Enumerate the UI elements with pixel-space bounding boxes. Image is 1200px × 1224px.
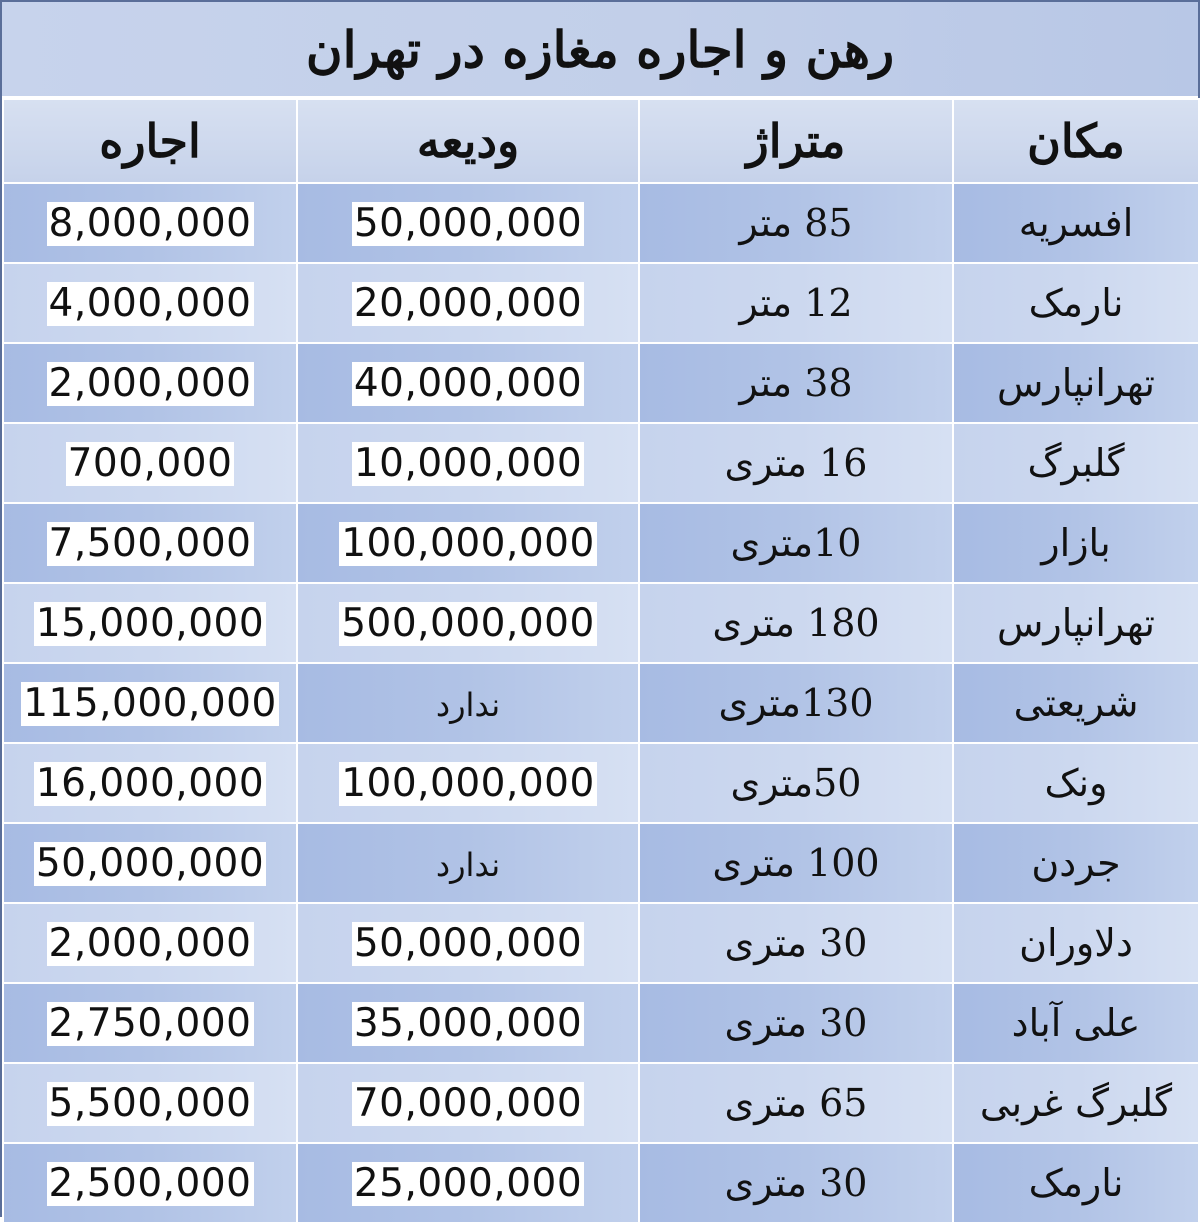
cell-rent (3, 1063, 297, 1143)
cell-area: 85 متر (639, 183, 953, 263)
cell-area: 130متری (639, 663, 953, 743)
cell-deposit (297, 423, 639, 503)
cell-rent (3, 183, 297, 263)
cell-rent (3, 583, 297, 663)
header-row (3, 99, 1199, 183)
rent-value: 5,500,000 (48, 1080, 252, 1126)
cell-place: تهرانپارس (953, 343, 1199, 423)
rent-value: 15,000,000 (35, 600, 265, 646)
table-row (3, 583, 1199, 663)
cell-deposit (297, 583, 639, 663)
deposit-value: 100,000,000 (341, 520, 595, 566)
rent-value: 700,000 (67, 440, 233, 486)
header-place: مکان (953, 99, 1199, 183)
table-row (3, 1143, 1199, 1223)
cell-rent (3, 423, 297, 503)
cell-area: 30 متری (639, 903, 953, 983)
table-row (3, 1063, 1199, 1143)
cell-deposit (297, 663, 639, 743)
table-row (3, 903, 1199, 983)
deposit-value: 25,000,000 (353, 1160, 583, 1206)
rent-value: 2,000,000 (48, 360, 252, 406)
table-row (3, 183, 1199, 263)
rent-value: 4,000,000 (48, 280, 252, 326)
cell-place: جردن (953, 823, 1199, 903)
cell-deposit (297, 823, 639, 903)
header-deposit: ودیعه (297, 99, 639, 183)
cell-place: شریعتی (953, 663, 1199, 743)
cell-rent (3, 343, 297, 423)
cell-place: بازار (953, 503, 1199, 583)
header-area: متراژ (639, 99, 953, 183)
cell-rent (3, 983, 297, 1063)
rent-value: 2,500,000 (48, 1160, 252, 1206)
cell-area: 38 متر (639, 343, 953, 423)
cell-place: گلبرگ غربی (953, 1063, 1199, 1143)
cell-rent (3, 1143, 297, 1223)
table-row (3, 423, 1199, 503)
cell-rent (3, 663, 297, 743)
table-row (3, 263, 1199, 343)
cell-rent (3, 503, 297, 583)
table-row (3, 823, 1199, 903)
deposit-value: ندارد (435, 686, 501, 724)
deposit-value: 35,000,000 (353, 1000, 583, 1046)
cell-place: گلبرگ (953, 423, 1199, 503)
cell-rent (3, 823, 297, 903)
table-row (3, 343, 1199, 423)
deposit-value: 40,000,000 (353, 360, 583, 406)
cell-deposit (297, 903, 639, 983)
cell-deposit (297, 983, 639, 1063)
rent-value: 2,000,000 (48, 920, 252, 966)
table-title: رهن و اجاره مغازه در تهران (2, 2, 1198, 98)
cell-rent (3, 743, 297, 823)
table-row (3, 983, 1199, 1063)
table-row (3, 503, 1199, 583)
cell-place: افسریه (953, 183, 1199, 263)
table-body (3, 183, 1199, 1223)
deposit-value: 70,000,000 (353, 1080, 583, 1126)
cell-place: تهرانپارس (953, 583, 1199, 663)
rent-value: 16,000,000 (35, 760, 265, 806)
cell-deposit (297, 743, 639, 823)
shop-rental-table (2, 98, 1200, 1224)
table-row (3, 743, 1199, 823)
cell-rent (3, 903, 297, 983)
deposit-value: 20,000,000 (353, 280, 583, 326)
cell-deposit (297, 503, 639, 583)
cell-area: 50متری (639, 743, 953, 823)
cell-place: علی آباد (953, 983, 1199, 1063)
deposit-value: 50,000,000 (353, 920, 583, 966)
deposit-value: 500,000,000 (341, 600, 595, 646)
cell-area: 30 متری (639, 983, 953, 1063)
deposit-value: 10,000,000 (353, 440, 583, 486)
rent-value: 7,500,000 (48, 520, 252, 566)
table-row (3, 663, 1199, 743)
cell-place: ونک (953, 743, 1199, 823)
cell-area: 16 متری (639, 423, 953, 503)
rent-value: 8,000,000 (48, 200, 252, 246)
cell-area: 65 متری (639, 1063, 953, 1143)
cell-place: دلاوران (953, 903, 1199, 983)
cell-area: 30 متری (639, 1143, 953, 1223)
cell-area: 12 متر (639, 263, 953, 343)
cell-deposit (297, 183, 639, 263)
cell-area: 100 متری (639, 823, 953, 903)
cell-deposit (297, 343, 639, 423)
cell-place: نارمک (953, 1143, 1199, 1223)
cell-deposit (297, 1143, 639, 1223)
header-rent: اجاره (3, 99, 297, 183)
cell-deposit (297, 263, 639, 343)
cell-area: 10متری (639, 503, 953, 583)
deposit-value: 50,000,000 (353, 200, 583, 246)
deposit-value: ندارد (435, 846, 501, 884)
cell-deposit (297, 1063, 639, 1143)
rent-value: 115,000,000 (23, 680, 277, 726)
rent-value: 2,750,000 (48, 1000, 252, 1046)
cell-area: 180 متری (639, 583, 953, 663)
cell-place: نارمک (953, 263, 1199, 343)
rent-value: 50,000,000 (35, 840, 265, 886)
cell-rent (3, 263, 297, 343)
deposit-value: 100,000,000 (341, 760, 595, 806)
